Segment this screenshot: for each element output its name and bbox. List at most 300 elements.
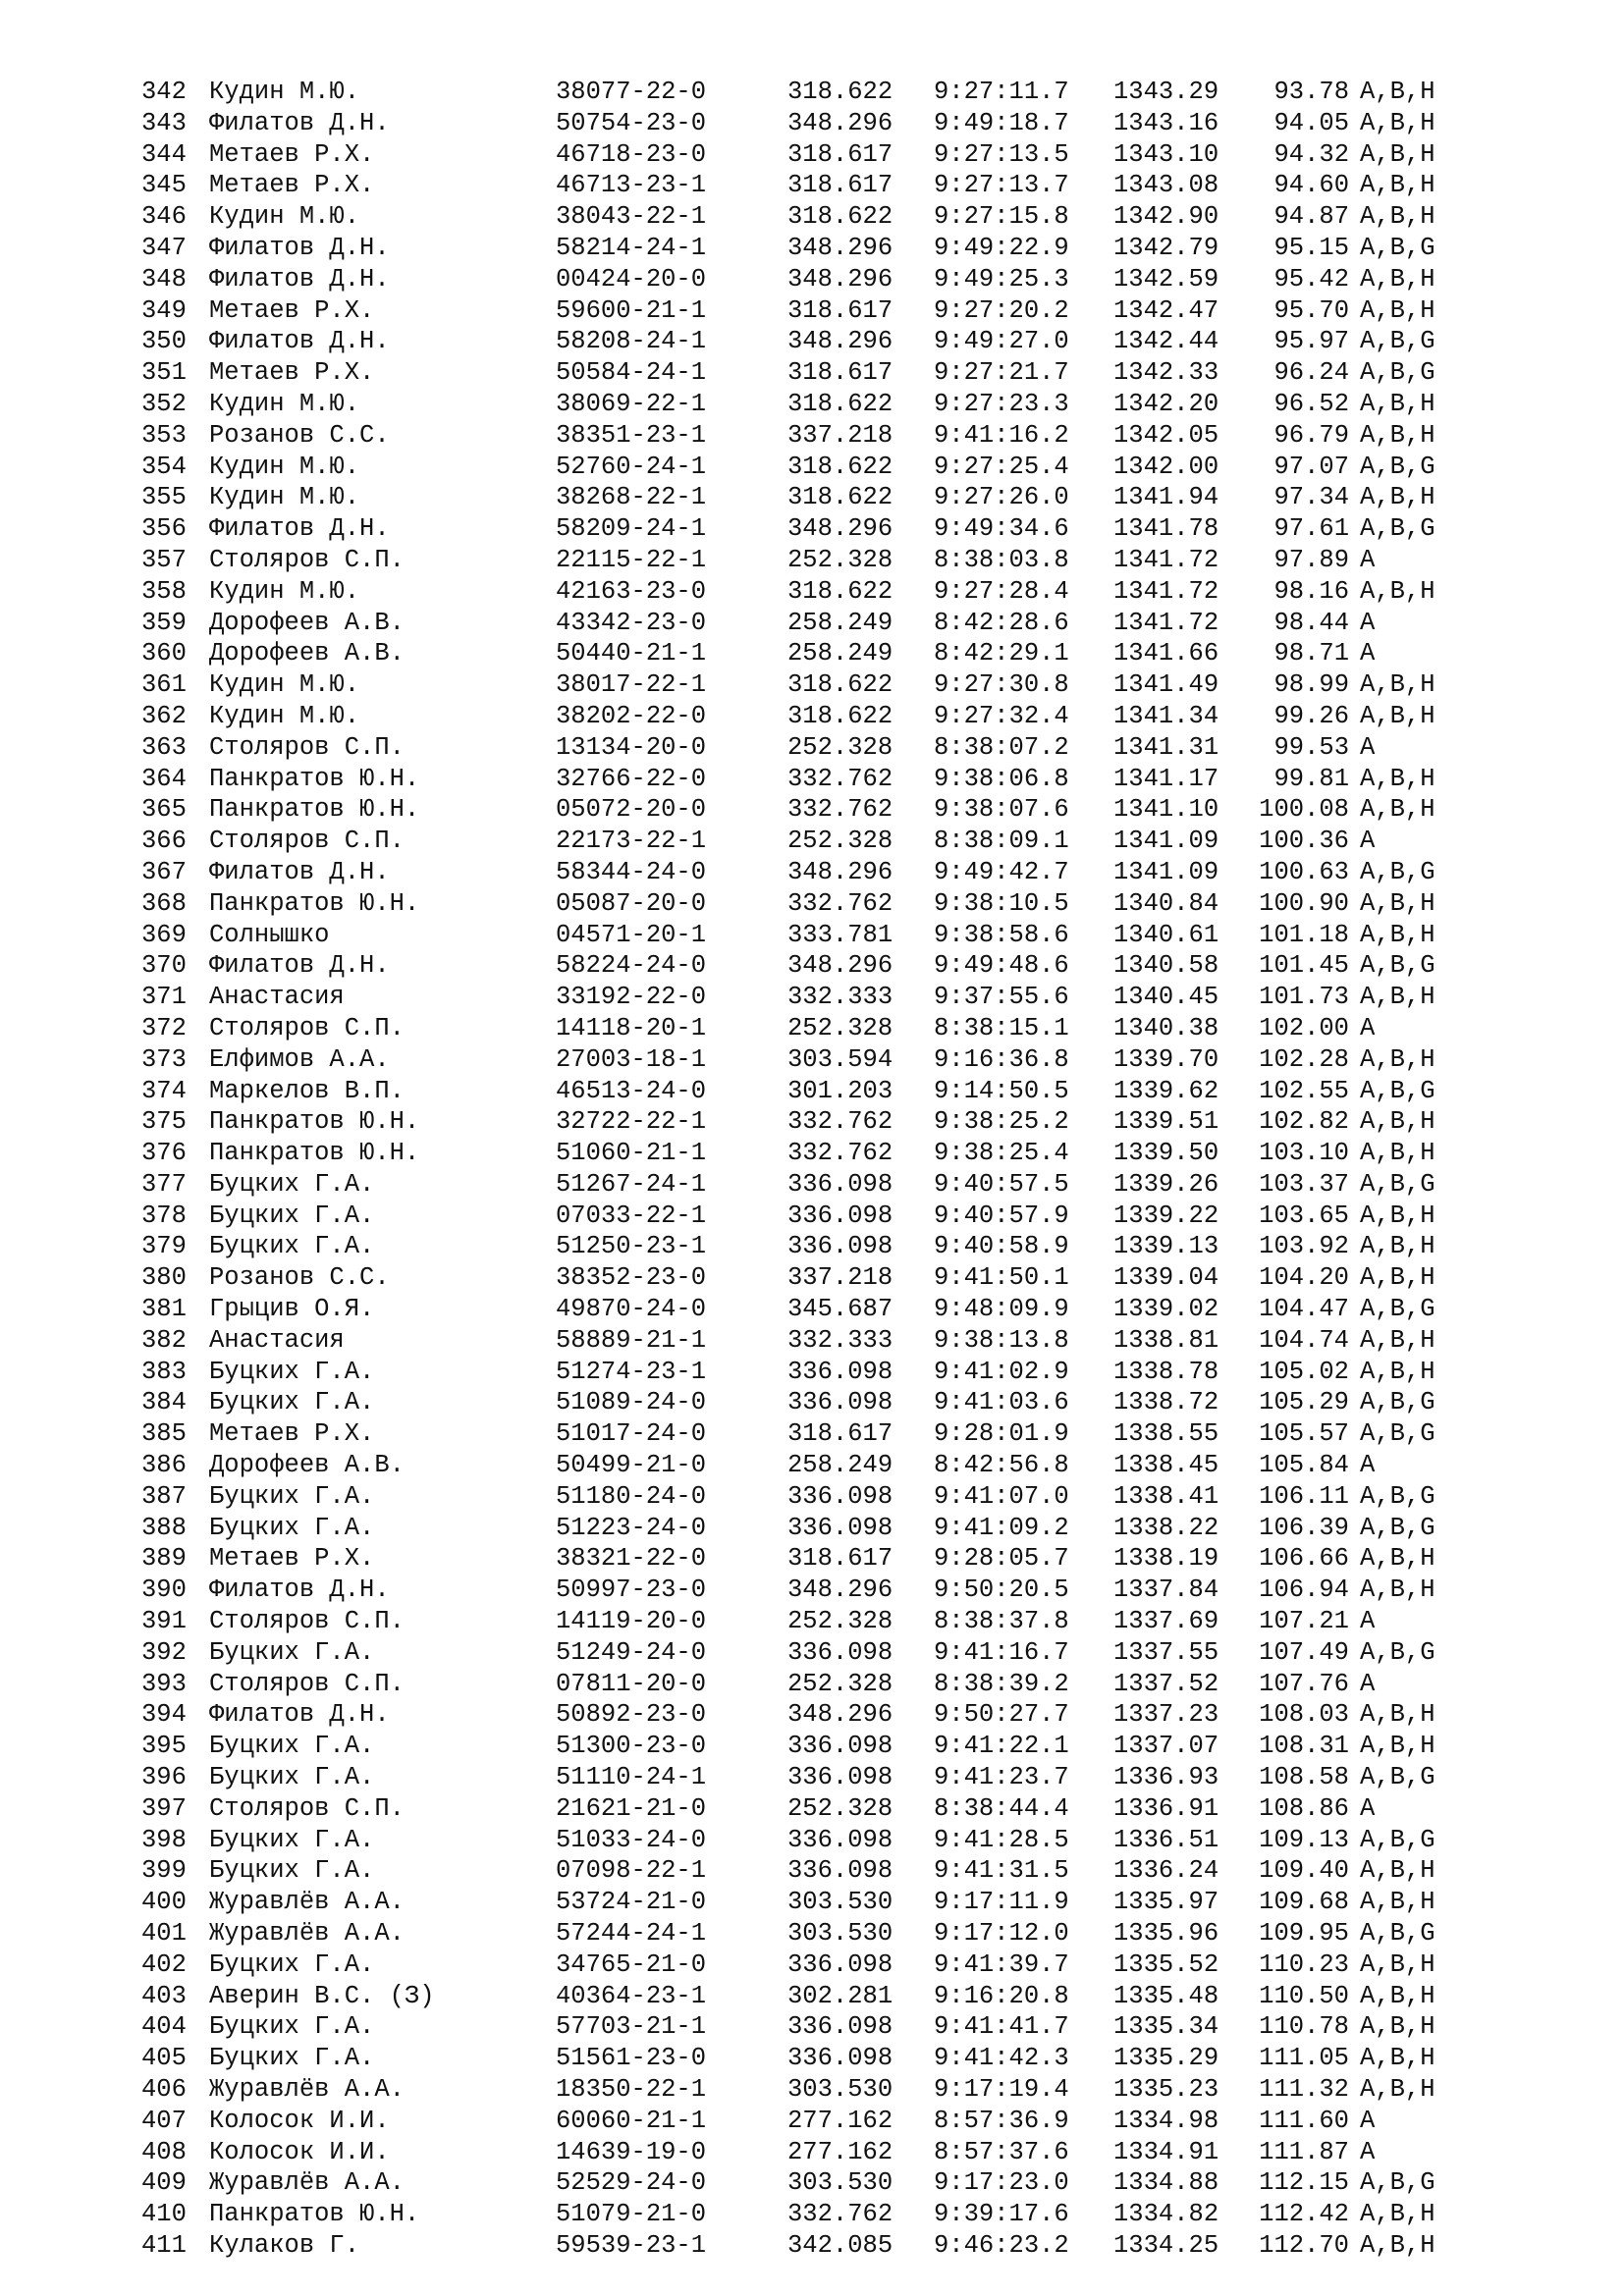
ring-code: 38043-22-1 (556, 202, 707, 232)
speed-value: 1337.55 (1113, 1637, 1219, 1667)
speed-value: 1342.90 (1113, 202, 1219, 232)
participant-name: Буцких Г.А. (209, 1732, 375, 1761)
distance-value: 345.687 (787, 1295, 893, 1324)
arrival-time: 9:49:22.9 (934, 233, 1069, 262)
row-number: 395 (141, 1732, 187, 1761)
ring-code: 50997-23-0 (556, 1575, 707, 1605)
distance-value: 303.530 (787, 1919, 893, 1949)
points-value: 95.97 (1273, 327, 1349, 356)
speed-value: 1343.08 (1113, 171, 1219, 200)
points-value: 101.45 (1259, 951, 1349, 981)
ring-code: 50499-21-0 (556, 1451, 707, 1480)
participant-name: Филатов Д.Н. (209, 514, 390, 544)
speed-value: 1335.48 (1113, 1981, 1219, 2010)
speed-value: 1340.45 (1113, 983, 1219, 1012)
points-value: 98.16 (1273, 576, 1349, 606)
distance-value: 252.328 (787, 1013, 893, 1042)
arrival-time: 9:38:25.2 (934, 1107, 1069, 1137)
participant-name: Буцких Г.А. (209, 1856, 375, 1886)
category-flags: A,B,H (1360, 295, 1435, 325)
points-value: 95.70 (1273, 295, 1349, 325)
category-flags: A,B,H (1360, 764, 1435, 793)
speed-value: 1336.51 (1113, 1825, 1219, 1854)
points-value: 110.78 (1259, 2012, 1349, 2042)
speed-value: 1343.10 (1113, 139, 1219, 169)
participant-name: Буцких Г.А. (209, 1357, 375, 1386)
row-number: 389 (141, 1544, 187, 1574)
category-flags: A,B,H (1360, 1575, 1435, 1605)
speed-value: 1341.49 (1113, 670, 1219, 700)
arrival-time: 9:41:50.1 (934, 1263, 1069, 1293)
category-flags: A,B,H (1360, 1139, 1435, 1168)
points-value: 107.21 (1259, 1607, 1349, 1636)
speed-value: 1342.47 (1113, 295, 1219, 325)
arrival-time: 9:40:57.5 (934, 1169, 1069, 1199)
participant-name: Филатов Д.Н. (209, 264, 390, 294)
row-number: 364 (141, 764, 187, 793)
row-number: 388 (141, 1513, 187, 1542)
participant-name: Филатов Д.Н. (209, 1575, 390, 1605)
distance-value: 348.296 (787, 514, 893, 544)
arrival-time: 9:27:28.4 (934, 576, 1069, 606)
participant-name: Анастасия (209, 983, 345, 1012)
row-number: 378 (141, 1201, 187, 1230)
category-flags: A,B,H (1360, 701, 1435, 730)
ring-code: 27003-18-1 (556, 1044, 707, 1074)
arrival-time: 9:41:09.2 (934, 1513, 1069, 1542)
row-number: 377 (141, 1169, 187, 1199)
row-number: 349 (141, 295, 187, 325)
row-number: 396 (141, 1763, 187, 1792)
category-flags: A,B,G (1360, 1513, 1435, 1542)
distance-value: 303.594 (787, 1044, 893, 1074)
participant-name: Столяров С.П. (209, 545, 405, 574)
points-value: 96.24 (1273, 358, 1349, 388)
points-value: 101.18 (1259, 920, 1349, 949)
row-number: 409 (141, 2168, 187, 2198)
row-number: 371 (141, 983, 187, 1012)
speed-value: 1343.29 (1113, 78, 1219, 106)
category-flags: A,B,H (1360, 2075, 1435, 2104)
participant-name: Розанов С.С. (209, 420, 390, 450)
row-number: 365 (141, 795, 187, 825)
ring-code: 22115-22-1 (556, 545, 707, 574)
participant-name: Кудин М.Ю. (209, 670, 360, 700)
participant-name: Филатов Д.Н. (209, 233, 390, 262)
row-number: 411 (141, 2230, 187, 2260)
category-flags: A,B,H (1360, 264, 1435, 294)
speed-value: 1337.23 (1113, 1700, 1219, 1730)
distance-value: 348.296 (787, 108, 893, 137)
points-value: 93.78 (1273, 78, 1349, 106)
arrival-time: 9:40:58.9 (934, 1232, 1069, 1261)
speed-value: 1341.94 (1113, 483, 1219, 512)
arrival-time: 9:17:11.9 (934, 1888, 1069, 1917)
points-value: 105.29 (1259, 1388, 1349, 1417)
row-number: 406 (141, 2075, 187, 2104)
category-flags: A,B,G (1360, 1825, 1435, 1854)
category-flags: A,B,G (1360, 1295, 1435, 1324)
row-number: 376 (141, 1139, 187, 1168)
participant-name: Елфимов А.А. (209, 1044, 390, 1074)
row-number: 408 (141, 2137, 187, 2166)
distance-value: 348.296 (787, 857, 893, 886)
speed-value: 1339.50 (1113, 1139, 1219, 1168)
distance-value: 252.328 (787, 1607, 893, 1636)
row-number: 348 (141, 264, 187, 294)
speed-value: 1336.24 (1113, 1856, 1219, 1886)
points-value: 111.32 (1259, 2075, 1349, 2104)
category-flags: A (1360, 608, 1376, 637)
arrival-time: 9:48:09.9 (934, 1295, 1069, 1324)
arrival-time: 9:41:02.9 (934, 1357, 1069, 1386)
points-value: 110.50 (1259, 1981, 1349, 2010)
ring-code: 51250-23-1 (556, 1232, 707, 1261)
points-value: 104.47 (1259, 1295, 1349, 1324)
speed-value: 1341.66 (1113, 639, 1219, 668)
category-flags: A (1360, 732, 1376, 762)
category-flags: A,B,H (1360, 1949, 1435, 1979)
category-flags: A,B,H (1360, 483, 1435, 512)
speed-value: 1339.13 (1113, 1232, 1219, 1261)
participant-name: Колосок И.И. (209, 2137, 390, 2166)
points-value: 96.79 (1273, 420, 1349, 450)
speed-value: 1341.09 (1113, 857, 1219, 886)
points-value: 97.34 (1273, 483, 1349, 512)
speed-value: 1334.25 (1113, 2230, 1219, 2260)
category-flags: A,B,H (1360, 139, 1435, 169)
distance-value: 303.530 (787, 2075, 893, 2104)
row-number: 359 (141, 608, 187, 637)
ring-code: 51561-23-0 (556, 2044, 707, 2073)
participant-name: Дорофеев А.В. (209, 1451, 405, 1480)
points-value: 106.39 (1259, 1513, 1349, 1542)
participant-name: Анастасия (209, 1325, 345, 1355)
distance-value: 318.617 (787, 139, 893, 169)
points-value: 94.87 (1273, 202, 1349, 232)
participant-name: Столяров С.П. (209, 1607, 405, 1636)
distance-value: 258.249 (787, 1451, 893, 1480)
arrival-time: 9:38:13.8 (934, 1325, 1069, 1355)
ring-code: 38077-22-0 (556, 78, 707, 106)
arrival-time: 9:49:34.6 (934, 514, 1069, 544)
speed-value: 1341.78 (1113, 514, 1219, 544)
category-flags: A,B,G (1360, 1076, 1435, 1105)
ring-code: 50892-23-0 (556, 1700, 707, 1730)
ring-code: 14118-20-1 (556, 1013, 707, 1042)
distance-value: 332.762 (787, 1107, 893, 1137)
points-value: 100.90 (1259, 888, 1349, 918)
participant-name: Столяров С.П. (209, 827, 405, 856)
ring-code: 00424-20-0 (556, 264, 707, 294)
row-number: 368 (141, 888, 187, 918)
ring-code: 46718-23-0 (556, 139, 707, 169)
speed-value: 1336.91 (1113, 1793, 1219, 1823)
row-number: 402 (141, 1949, 187, 1979)
category-flags: A,B,G (1360, 452, 1435, 481)
arrival-time: 9:41:28.5 (934, 1825, 1069, 1854)
speed-value: 1335.96 (1113, 1919, 1219, 1949)
points-value: 106.94 (1259, 1575, 1349, 1605)
participant-name: Метаев Р.Х. (209, 1419, 375, 1449)
distance-value: 336.098 (787, 1856, 893, 1886)
arrival-time: 9:49:48.6 (934, 951, 1069, 981)
participant-name: Кудин М.Ю. (209, 78, 360, 106)
distance-value: 348.296 (787, 233, 893, 262)
distance-value: 332.333 (787, 983, 893, 1012)
points-value: 95.42 (1273, 264, 1349, 294)
speed-value: 1339.51 (1113, 1107, 1219, 1137)
distance-value: 336.098 (787, 1481, 893, 1511)
arrival-time: 9:27:30.8 (934, 670, 1069, 700)
category-flags: A (1360, 545, 1376, 574)
participant-name: Буцких Г.А. (209, 1513, 375, 1542)
ring-code: 38069-22-1 (556, 389, 707, 418)
row-number: 372 (141, 1013, 187, 1042)
arrival-time: 9:41:07.0 (934, 1481, 1069, 1511)
row-number: 366 (141, 827, 187, 856)
distance-value: 336.098 (787, 1825, 893, 1854)
ring-code: 52760-24-1 (556, 452, 707, 481)
distance-value: 318.617 (787, 358, 893, 388)
category-flags: A,B,G (1360, 514, 1435, 544)
points-value: 103.37 (1259, 1169, 1349, 1199)
arrival-time: 9:49:25.3 (934, 264, 1069, 294)
participant-name: Метаев Р.Х. (209, 139, 375, 169)
speed-value: 1339.26 (1113, 1169, 1219, 1199)
speed-value: 1339.04 (1113, 1263, 1219, 1293)
row-number: 343 (141, 108, 187, 137)
participant-name: Филатов Д.Н. (209, 108, 390, 137)
points-value: 112.42 (1259, 2200, 1349, 2229)
distance-value: 252.328 (787, 827, 893, 856)
category-flags: A,B,H (1360, 888, 1435, 918)
points-value: 102.55 (1259, 1076, 1349, 1105)
participant-name: Филатов Д.Н. (209, 951, 390, 981)
arrival-time: 9:17:23.0 (934, 2168, 1069, 2198)
distance-value: 348.296 (787, 264, 893, 294)
distance-value: 336.098 (787, 1732, 893, 1761)
distance-value: 302.281 (787, 1981, 893, 2010)
participant-name: Кудин М.Ю. (209, 576, 360, 606)
row-number: 405 (141, 2044, 187, 2073)
participant-name: Метаев Р.Х. (209, 171, 375, 200)
ring-code: 38017-22-1 (556, 670, 707, 700)
ring-code: 38352-23-0 (556, 1263, 707, 1293)
row-number: 410 (141, 2200, 187, 2229)
row-number: 346 (141, 202, 187, 232)
speed-value: 1340.84 (1113, 888, 1219, 918)
speed-value: 1334.82 (1113, 2200, 1219, 2229)
category-flags: A,B,H (1360, 1232, 1435, 1261)
arrival-time: 9:27:21.7 (934, 358, 1069, 388)
row-number: 373 (141, 1044, 187, 1074)
speed-value: 1335.29 (1113, 2044, 1219, 2073)
arrival-time: 9:39:17.6 (934, 2200, 1069, 2229)
category-flags: A,B,H (1360, 389, 1435, 418)
points-value: 97.61 (1273, 514, 1349, 544)
points-value: 105.84 (1259, 1451, 1349, 1480)
row-number: 387 (141, 1481, 187, 1511)
row-number: 380 (141, 1263, 187, 1293)
row-number: 367 (141, 857, 187, 886)
distance-value: 303.530 (787, 2168, 893, 2198)
speed-value: 1337.07 (1113, 1732, 1219, 1761)
category-flags: A,B,G (1360, 1637, 1435, 1667)
row-number: 347 (141, 233, 187, 262)
row-number: 352 (141, 389, 187, 418)
distance-value: 336.098 (787, 1513, 893, 1542)
distance-value: 336.098 (787, 2012, 893, 2042)
distance-value: 336.098 (787, 1169, 893, 1199)
points-value: 107.76 (1259, 1669, 1349, 1698)
category-flags: A,B,H (1360, 2044, 1435, 2073)
participant-name: Панкратов Ю.Н. (209, 795, 420, 825)
category-flags: A,B,G (1360, 358, 1435, 388)
participant-name: Метаев Р.Х. (209, 358, 375, 388)
arrival-time: 9:38:06.8 (934, 764, 1069, 793)
speed-value: 1341.31 (1113, 732, 1219, 762)
row-number: 381 (141, 1295, 187, 1324)
points-value: 98.44 (1273, 608, 1349, 637)
points-value: 97.07 (1273, 452, 1349, 481)
speed-value: 1339.62 (1113, 1076, 1219, 1105)
speed-value: 1341.09 (1113, 827, 1219, 856)
ring-code: 05072-20-0 (556, 795, 707, 825)
row-number: 344 (141, 139, 187, 169)
participant-name: Метаев Р.Х. (209, 295, 375, 325)
points-value: 109.68 (1259, 1888, 1349, 1917)
ring-code: 38351-23-1 (556, 420, 707, 450)
row-number: 357 (141, 545, 187, 574)
participant-name: Буцких Г.А. (209, 1169, 375, 1199)
ring-code: 57703-21-1 (556, 2012, 707, 2042)
distance-value: 332.762 (787, 795, 893, 825)
speed-value: 1338.19 (1113, 1544, 1219, 1574)
arrival-time: 9:27:32.4 (934, 701, 1069, 730)
points-value: 98.71 (1273, 639, 1349, 668)
points-value: 106.11 (1259, 1481, 1349, 1511)
distance-value: 318.622 (787, 202, 893, 232)
ring-code: 51017-24-0 (556, 1419, 707, 1449)
distance-value: 303.530 (787, 1888, 893, 1917)
category-flags: A,B,H (1360, 2230, 1435, 2260)
category-flags: A (1360, 1451, 1376, 1480)
participant-name: Буцких Г.А. (209, 1637, 375, 1667)
participant-name: Кулаков Г. (209, 2230, 360, 2260)
ring-code: 51223-24-0 (556, 1513, 707, 1542)
speed-value: 1338.22 (1113, 1513, 1219, 1542)
distance-value: 318.617 (787, 295, 893, 325)
arrival-time: 8:38:39.2 (934, 1669, 1069, 1698)
category-flags: A,B,H (1360, 1544, 1435, 1574)
ring-code: 58208-24-1 (556, 327, 707, 356)
distance-value: 336.098 (787, 1357, 893, 1386)
distance-value: 252.328 (787, 1793, 893, 1823)
ring-code: 22173-22-1 (556, 827, 707, 856)
distance-value: 318.622 (787, 576, 893, 606)
ring-code: 46713-23-1 (556, 171, 707, 200)
speed-value: 1334.91 (1113, 2137, 1219, 2166)
ring-code: 59600-21-1 (556, 295, 707, 325)
speed-value: 1342.79 (1113, 233, 1219, 262)
participant-name: Филатов Д.Н. (209, 857, 390, 886)
participant-name: Филатов Д.Н. (209, 327, 390, 356)
category-flags: A (1360, 2106, 1376, 2135)
points-value: 99.81 (1273, 764, 1349, 793)
distance-value: 332.762 (787, 764, 893, 793)
ring-code: 51060-21-1 (556, 1139, 707, 1168)
category-flags: A,B,G (1360, 857, 1435, 886)
arrival-time: 9:41:39.7 (934, 1949, 1069, 1979)
ring-code: 14639-19-0 (556, 2137, 707, 2166)
distance-value: 318.622 (787, 78, 893, 106)
arrival-time: 8:42:56.8 (934, 1451, 1069, 1480)
speed-value: 1341.72 (1113, 545, 1219, 574)
participant-name: Буцких Г.А. (209, 1232, 375, 1261)
participant-name: Панкратов Ю.Н. (209, 2200, 420, 2229)
speed-value: 1337.52 (1113, 1669, 1219, 1698)
arrival-time: 9:27:13.5 (934, 139, 1069, 169)
ring-code: 43342-23-0 (556, 608, 707, 637)
points-value: 99.26 (1273, 701, 1349, 730)
points-value: 111.05 (1259, 2044, 1349, 2073)
ring-code: 52529-24-0 (556, 2168, 707, 2198)
distance-value: 277.162 (787, 2106, 893, 2135)
arrival-time: 9:41:16.7 (934, 1637, 1069, 1667)
points-value: 94.60 (1273, 171, 1349, 200)
row-number: 342 (141, 78, 187, 106)
category-flags: A,B,H (1360, 795, 1435, 825)
arrival-time: 9:40:57.9 (934, 1201, 1069, 1230)
speed-value: 1335.52 (1113, 1949, 1219, 1979)
arrival-time: 9:38:25.4 (934, 1139, 1069, 1168)
arrival-time: 9:50:27.7 (934, 1700, 1069, 1730)
ring-code: 51267-24-1 (556, 1169, 707, 1199)
distance-value: 318.622 (787, 389, 893, 418)
speed-value: 1339.22 (1113, 1201, 1219, 1230)
participant-name: Буцких Г.А. (209, 1388, 375, 1417)
row-number: 399 (141, 1856, 187, 1886)
arrival-time: 9:17:19.4 (934, 2075, 1069, 2104)
row-number: 383 (141, 1357, 187, 1386)
participant-name: Дорофеев А.В. (209, 639, 405, 668)
participant-name: Кудин М.Ю. (209, 389, 360, 418)
ring-code: 58214-24-1 (556, 233, 707, 262)
arrival-time: 8:38:44.4 (934, 1793, 1069, 1823)
distance-value: 318.622 (787, 670, 893, 700)
category-flags: A,B,H (1360, 1732, 1435, 1761)
distance-value: 348.296 (787, 327, 893, 356)
category-flags: A,B,H (1360, 2012, 1435, 2042)
arrival-time: 9:41:42.3 (934, 2044, 1069, 2073)
arrival-time: 9:27:13.7 (934, 171, 1069, 200)
speed-value: 1342.20 (1113, 389, 1219, 418)
distance-value: 318.622 (787, 452, 893, 481)
distance-value: 348.296 (787, 951, 893, 981)
speed-value: 1342.44 (1113, 327, 1219, 356)
category-flags: A,B,G (1360, 1169, 1435, 1199)
ring-code: 13134-20-0 (556, 732, 707, 762)
points-value: 112.70 (1259, 2230, 1349, 2260)
row-number: 393 (141, 1669, 187, 1698)
participant-name: Журавлёв А.А. (209, 1888, 405, 1917)
category-flags: A,B,G (1360, 951, 1435, 981)
points-value: 94.32 (1273, 139, 1349, 169)
speed-value: 1341.17 (1113, 764, 1219, 793)
points-value: 109.40 (1259, 1856, 1349, 1886)
points-value: 105.02 (1259, 1357, 1349, 1386)
